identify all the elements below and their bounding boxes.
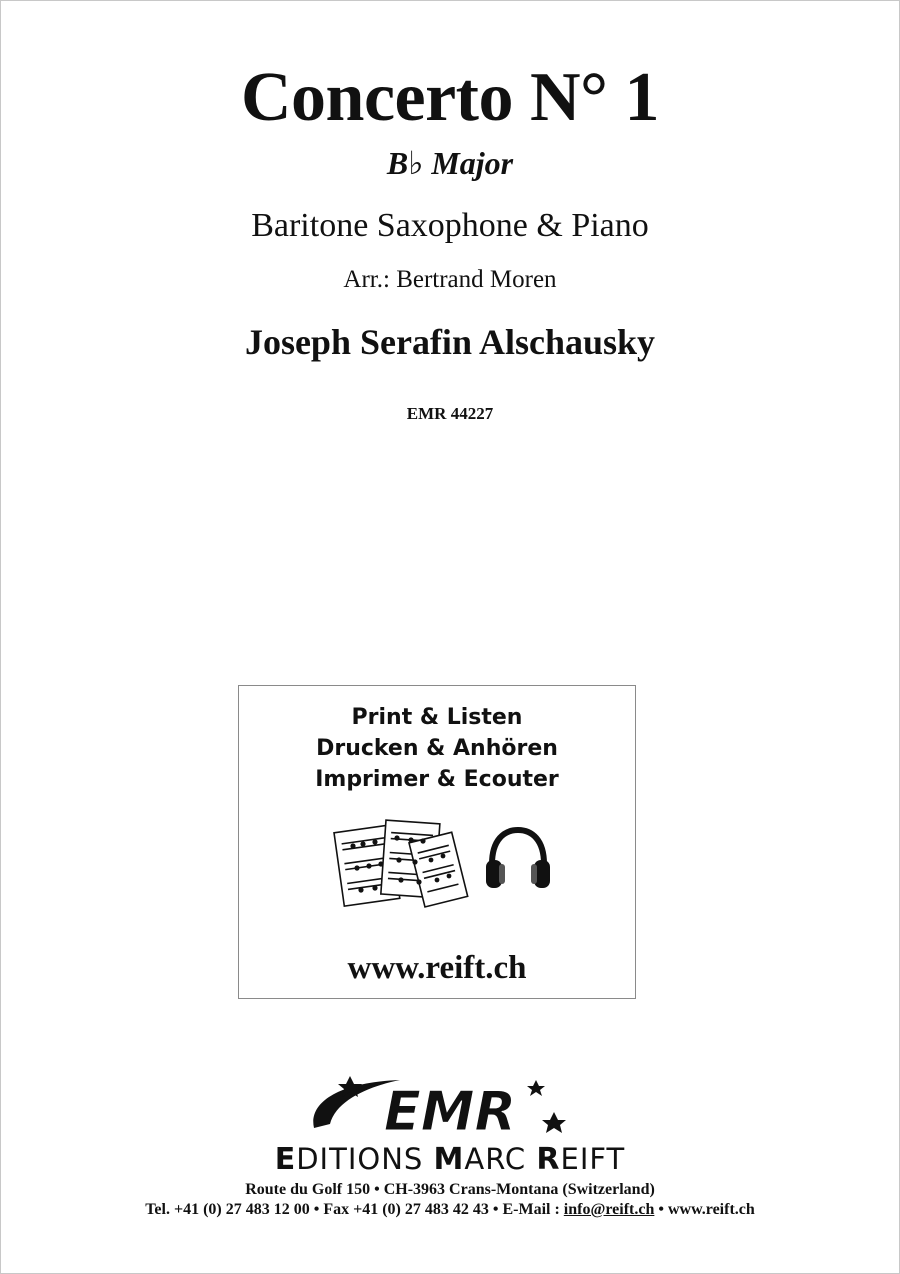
contact-phone-fax: Tel. +41 (0) 27 483 12 00 • Fax +41 (0) 27 483 42 43 • E-Mail : xyxy=(145,1201,564,1218)
promo-line-german: Drucken & Anhören xyxy=(316,736,558,761)
emr-logo xyxy=(300,1072,590,1142)
composer: Joseph Serafin Alschausky xyxy=(244,322,656,362)
publisher-name: EDITIONS MARC REIFT xyxy=(274,1142,626,1177)
promo-line-english: Print & Listen xyxy=(351,705,523,730)
contact-website[interactable]: • www.reift.ch xyxy=(654,1201,755,1218)
print-listen-box xyxy=(238,685,636,999)
headphones-icon xyxy=(482,824,554,896)
sheet-music-icon xyxy=(331,816,471,912)
publisher-address: Route du Golf 150 • CH-3963 Crans-Montana (Switzerland) xyxy=(245,1181,655,1198)
svg-text:EMR: EMR xyxy=(383,1080,517,1142)
arranger: Arr.: Bertrand Moren xyxy=(343,266,557,293)
promo-line-french: Imprimer & Ecouter xyxy=(315,767,559,792)
publisher-contact xyxy=(0,1200,900,1220)
score-title: Concerto N° 1 xyxy=(240,59,660,136)
catalog-number: EMR 44227 xyxy=(406,404,494,423)
website-url[interactable]: www.reift.ch xyxy=(347,950,527,986)
instrumentation: Baritone Saxophone & Piano xyxy=(251,207,649,244)
score-key: B♭ Major xyxy=(386,145,514,181)
email-link[interactable]: info@reift.ch xyxy=(563,1201,655,1218)
